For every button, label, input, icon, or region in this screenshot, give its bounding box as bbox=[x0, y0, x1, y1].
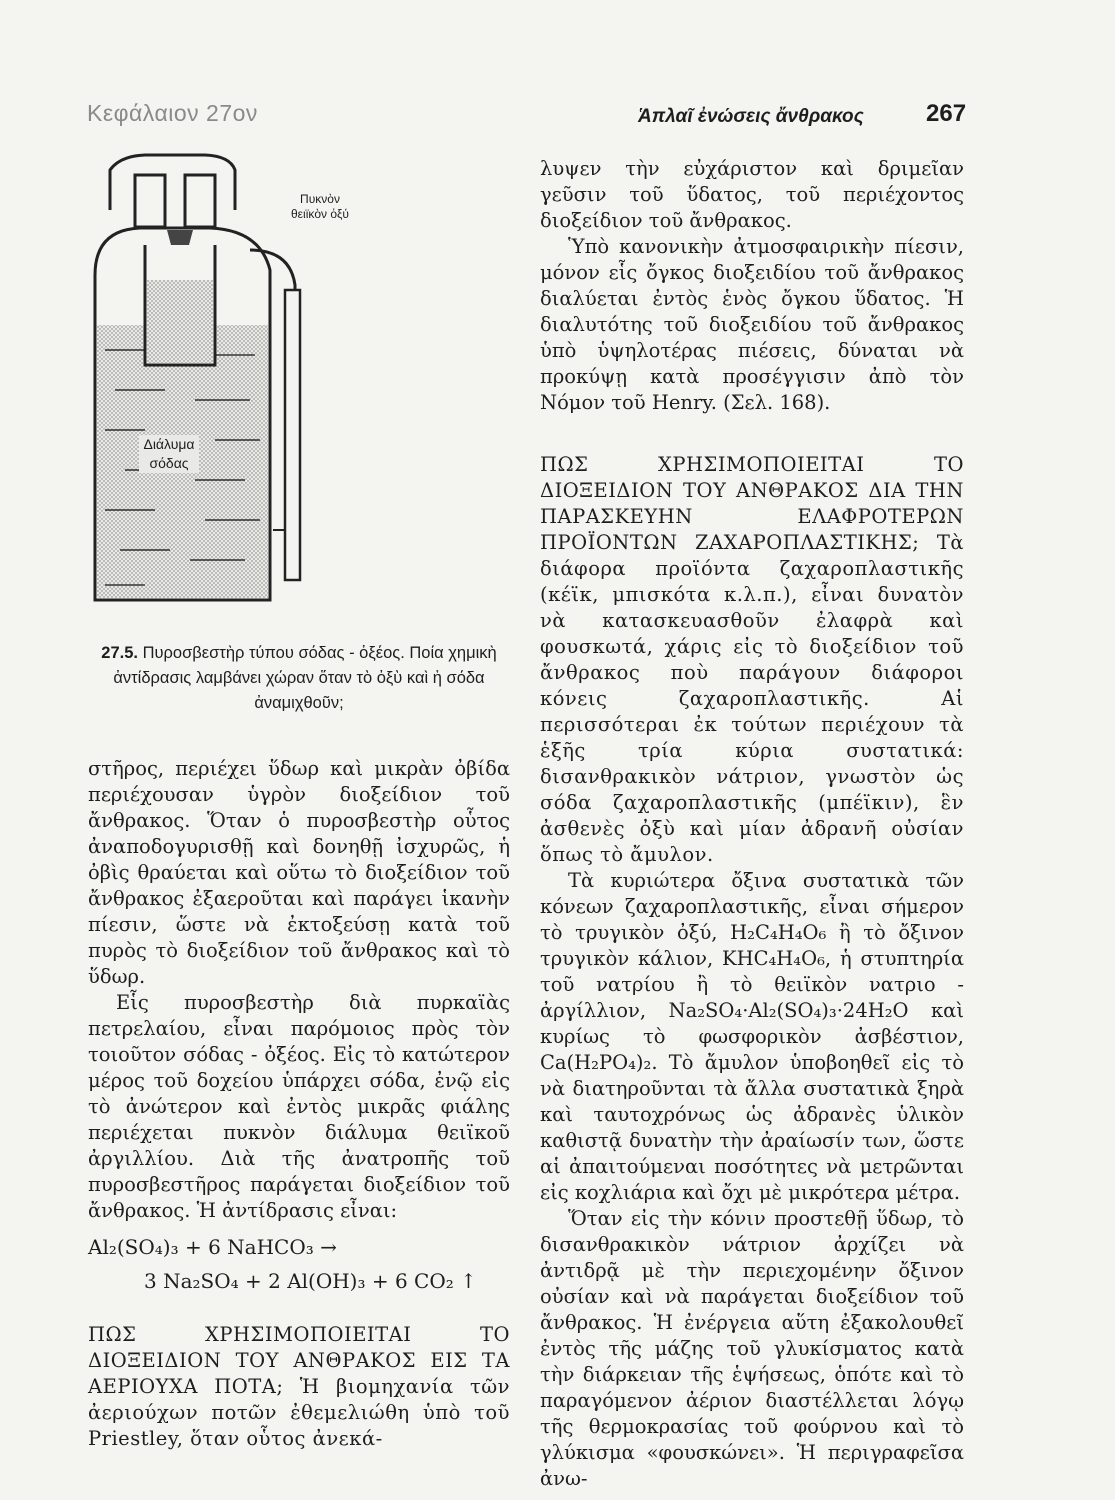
right-column bbox=[540, 156, 964, 1492]
equation-line: 3 Na₂SO₄ + 2 Al(OH)₃ + 6 CO₂ ↑ bbox=[144, 1269, 477, 1293]
left-column bbox=[88, 756, 510, 1452]
paragraph: στῆρος, περιέχει ὕδωρ καὶ μικρὰν ὀβίδα περιέχουσαν ὑγρὸν διοξείδιον τοῦ ἄνθρακος. Ὅταν ὁ πυροσβεστὴρ οὗτος ἀναποδογυρισθῇ καὶ δονηθῇ ἰσχυρῶς, ἡ ὀβὶς θραύεται καὶ οὕτω τὸ διοξείδιον τοῦ ἄνθρακος ἐξαεροῦται καὶ παράγει ἱκανὴν πίεσιν, ὥστε νὰ ἐκτοξεύσῃ κατὰ τοῦ πυρὸς τὸ διοξείδιον τοῦ ἄνθρακος καὶ τὸ ὕδωρ. bbox=[88, 757, 510, 988]
paragraph-text: Τὰ διάφορα προϊόντα ζαχαροπλαστικῆς (κέϊκ, μπισκότα κ.λ.π.), εἶναι δυνατὸν νὰ κατασκευασθοῦν ἐλαφρὰ καὶ φουσκωτά, χάρις εἰς τὸ διοξείδιον τοῦ ἄνθρακος ποὺ παράγουν διάφοροι κόνεις ζαχαροπλαστικῆς. Αἱ περισσότεραι ἐκ τούτων περιέχουν τὰ ἑξῆς τρία κύρια συστατικά: δισανθρακικὸν νάτριον, γνωστὸν ὡς σόδα ζαχαροπλαστικῆς (μπέϊκιν), ἓν ἀσθενὲς ὀξὺ καὶ μίαν ἀδρανῆ οὐσίαν ὅπως τὸ ἄμυλον. bbox=[540, 531, 964, 866]
heading-text: ΠΩΣ ΧΡΗΣΙΜΟΠΟΙΕΙΤΑΙ ΤΟ ΔΙΟΞΕΙΔΙΟΝ ΤΟΥ ΑΝΘΡΑΚΟΣ ΕΙΣ ΤΑ ΑΕΡΙΟΥΧΑ ΠΟΤΑ; bbox=[88, 1323, 510, 1398]
caption-text: Πυροσβεστὴρ τύπου σόδας - ὀξέος. Ποία χημικὴ ἀντίδρασις λαμβάνει χώραν ὅταν τὸ ὀξὺ καὶ ἡ σόδα ἀναμιχθοῦν; bbox=[113, 644, 497, 712]
section-title: Ἁπλαῖ ἐνώσεις ἄνθρακος bbox=[638, 106, 864, 127]
paragraph: λυψεν τὴν εὐχάριστον καὶ δριμεῖαν γεῦσιν τοῦ ὕδατος, τοῦ περιέχοντος διοξείδιον τοῦ ἄνθρακος. bbox=[540, 157, 964, 232]
extinguisher-diagram bbox=[85, 150, 325, 630]
reaction-equation bbox=[88, 1230, 510, 1298]
figure-caption bbox=[88, 641, 510, 716]
paragraph: Ὑπὸ κανονικὴν ἀτμοσφαιρικὴν πίεσιν, μόνον εἷς ὄγκος διοξειδίου τοῦ ἄνθρακος διαλύεται ἐντὸς ἑνὸς ὄγκου ὕδατος. Ἡ διαλυτότης τοῦ διοξειδίου τοῦ ἄνθρακος ὑπὸ ὑψηλοτέρας πιέσεις, δύναται νὰ προκύψῃ κατὰ προσέγγισιν ἀπὸ τὸν Νόμον τοῦ Henry. (Σελ. 168). bbox=[540, 235, 964, 414]
paragraph-text: Ἡ βιομηχανία τῶν ἀεριούχων ποτῶν ἐθεμελιώθη ὑπὸ τοῦ Priestley, ὅταν οὗτος ἀνεκά- bbox=[88, 1375, 510, 1450]
page-number: 267 bbox=[926, 100, 967, 127]
section-heading bbox=[540, 452, 964, 868]
section-heading bbox=[88, 1322, 510, 1452]
solution-label: Διάλυμα σόδας bbox=[139, 435, 199, 473]
acid-label: Πυκνὸν θειϊκὸν ὀξύ bbox=[291, 192, 349, 221]
equation-line: Al₂(SO₄)₃ + 6 NaHCO₃ → bbox=[88, 1235, 337, 1259]
caption-number: 27.5. bbox=[101, 644, 138, 662]
extinguisher-figure bbox=[85, 150, 349, 630]
paragraph: Ὅταν εἰς τὴν κόνιν προστεθῇ ὕδωρ, τὸ δισανθρακικὸν νάτριον ἀρχίζει νὰ ἀντιδρᾷ μὲ τὴν περιεχομένην ὄξινον οὐσίαν καὶ νὰ παράγεται διοξείδιον τοῦ ἄνθρακος. Ἡ ἐνέργεια αὕτη ἐξακολουθεῖ ἐντὸς τῆς μάζης τοῦ γλυκίσματος κατὰ τὴν διάρκειαν τῆς ἑψήσεως, ὁπότε καὶ τὸ παραγόμενον ἀέριον διαστέλλεται λόγῳ τῆς θερμοκρασίας τοῦ φούρνου καὶ τὸ γλύκισμα «φουσκώνει». Ἡ περιγραφεῖσα ἀνω- bbox=[540, 1207, 964, 1490]
paragraph: Εἷς πυροσβεστὴρ διὰ πυρκαϊὰς πετρελαίου, εἶναι παρόμοιος πρὸς τὸν τοιοῦτον σόδας - ὀξέος. Εἰς τὸ κατώτερον μέρος τοῦ δοχείου ὑπάρχει σόδα, ἐνῷ εἰς τὸ ἀνώτερον καὶ ἐντὸς μικρᾶς φιάλης περιέχεται πυκνὸν διάλυμα θειϊκοῦ ἀργιλλίου. Διὰ τῆς ἀνατροπῆς τοῦ πυροσβεστῆρος παράγεται διοξείδιον τοῦ ἄνθρακος. Ἡ ἀντίδρασις εἶναι: bbox=[88, 991, 510, 1222]
chapter-header: Κεφάλαιον 27ον bbox=[87, 100, 258, 126]
paragraph: Τὰ κυριώτερα ὄξινα συστατικὰ τῶν κόνεων ζαχαροπλαστικῆς, εἶναι σήμερον τὸ τρυγικὸν ὀξύ, H₂C₄H₄O₆ ἢ τὸ ὄξινον τρυγικὸν κάλιον, KHC₄H₄O₆, ἡ στυπτηρία τοῦ νατρίου ἢ τὸ θειϊκὸν νατριο - ἀργίλλιον, Na₂SO₄·Al₂(SO₄)₃·24H₂O καὶ κυρίως τὸ φωσφορικὸν ἀσβέστιον, Ca(H₂PO₄)₂. Τὸ ἄμυλον ὑποβοηθεῖ εἰς τὸ νὰ διατηροῦνται τὰ ἄλλα συστατικὰ ξηρὰ καὶ ταυτοχρόνως ὡς ἀδρανὲς ὑλικὸν καθιστᾷ δυνατὴν τὴν ἀραίωσίν των, ὥστε αἱ ἀπαιτούμεναι ποσότητες νὰ μετρῶνται εἰς κοχλιάρια καὶ ὄχι μὲ μικρότερα μέτρα. bbox=[540, 869, 964, 1204]
heading-text: ΠΩΣ ΧΡΗΣΙΜΟΠΟΙΕΙΤΑΙ ΤΟ ΔΙΟΞΕΙΔΙΟΝ ΤΟΥ ΑΝΘΡΑΚΟΣ ΔΙΑ ΤΗΝ ΠΑΡΑΣΚΕΥΗΝ ΕΛΑΦΡΟΤΕΡΩΝ ΠΡΟΪΟΝΤΩΝ ΖΑΧΑΡΟΠΛΑΣΤΙΚΗΣ; bbox=[540, 453, 964, 554]
